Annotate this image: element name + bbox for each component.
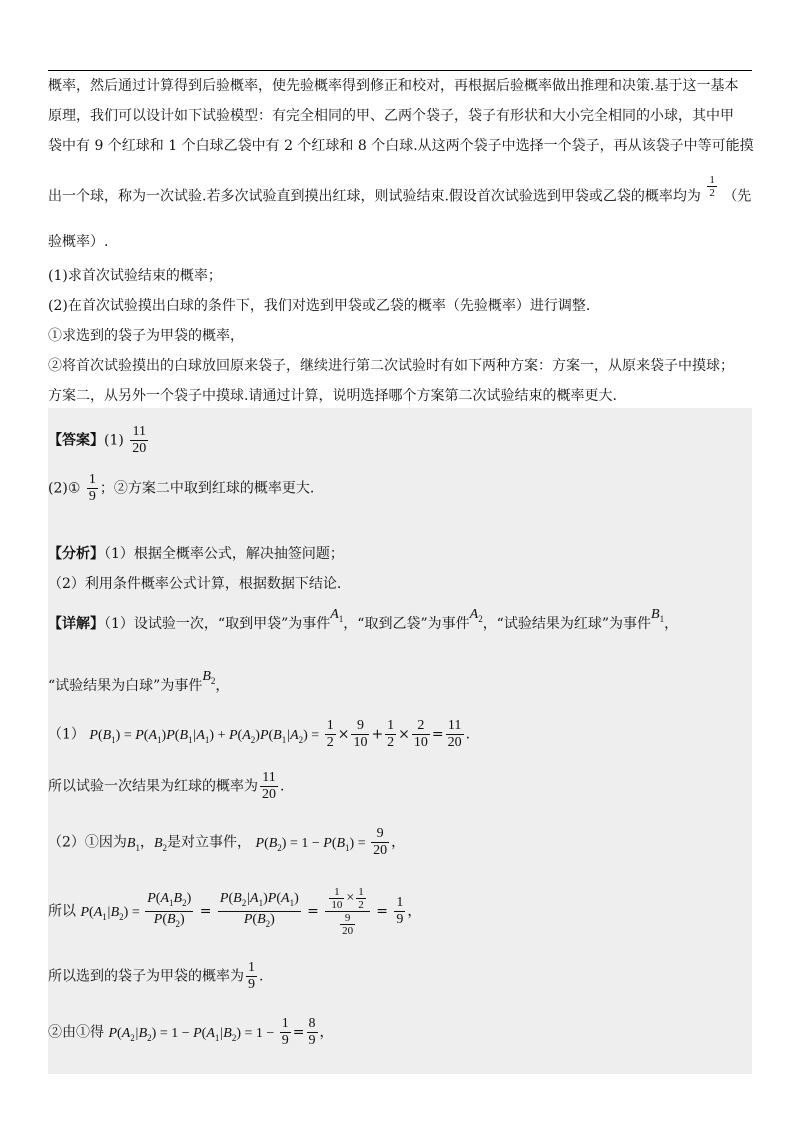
detail-label: 【详解】 (48, 616, 104, 632)
detail-line-7: ②由①得 $P(A_2|B_2) = 1 - P(A_1|B_2) = 1$ − $\frac{1}{9}$ = $\frac{8}{9}$ ， (48, 1016, 334, 1048)
analysis-label: 【分析】 (48, 546, 104, 562)
analysis-line-2: （2）利用条件概率公式计算，根据数据下结论. (48, 576, 342, 592)
equation-total-probability: （1） $P(B_1) = P(A_1)P(B_1|A_1) + P(A_2)P(B_1|A_2)$ = $\frac{1}{2}$ × $\frac{9}{10}$ + $\frac{1}{2}$ × $\frac{2}{10}$ = $\frac{11}{20}$ . (48, 718, 471, 750)
answer-line-1: 【答案】(1) $\frac{11}{20}$ (48, 424, 147, 456)
analysis-line-1: 【分析】（1）根据全概率公式，解决抽签问题； (48, 546, 344, 562)
answer-line-2: (2)① $\frac{1}{9}$ ；②方案二中取到红球的概率更大. (48, 472, 315, 504)
problem-line-4 (48, 174, 752, 209)
answer-label: 【答案】 (48, 432, 104, 449)
problem-line-4-text: 出一个球，称为一次试验.若多次试验直到摸出红球，则试验结束.假设首次试验选到甲袋或乙袋的概率均为 (48, 188, 701, 205)
problem-line-2: 原理，我们可以设计如下试验模型：有完全相同的甲、乙两个袋子，袋子有形状和大小完全相同的小球，其中甲 (48, 108, 734, 124)
answer-1-fraction: $\frac{11}{20}$ (132, 424, 147, 456)
question-2-part-1: ①求选到的袋子为甲袋的概率， (48, 328, 244, 344)
question-2-part-2a: ②将首次试验摸出的白球放回原来袋子，继续进行第二次试验时有如下两种方案：方案一，从原来袋子中摸球； (48, 358, 734, 374)
detail-line-2: “试验结果为白球”为事件$B_2$， (48, 669, 230, 694)
detail-line-3: 所以试验一次结果为红球的概率为 $\frac{11}{20}$ . (48, 770, 285, 802)
problem-line-4-tail: （先 (723, 188, 752, 205)
prior-fraction: $\frac{1}{2}$ (709, 174, 715, 199)
problem-line-1: 概率，然后通过计算得到后验概率，使先验概率得到修正和校对，再根据后验概率做出推理和决策.基于这一基本 (48, 78, 739, 94)
detail-line-6: 所以选到的袋子为甲袋的概率为 $\frac{1}{9}$ . (48, 960, 264, 992)
header-rule (48, 70, 752, 71)
question-2-part-2b: 方案二，从另外一个袋子中摸球.请通过计算，说明选择哪个方案第二次试验结束的概率更大. (48, 388, 617, 404)
question-1: (1)求首次试验结束的概率； (48, 268, 222, 284)
detail-line-4: （2）①因为$B_1$，$B_2$是对立事件， $P(B_2) = 1 - P(B_1)$ = $\frac{9}{20}$ ， (48, 826, 406, 858)
answer-2-fraction: $\frac{1}{9}$ (88, 472, 96, 504)
detail-line-5: 所以 $P(A_1|B_2)$ = $\frac{P(A_1B_2)}{P(B_2)}$ = $\frac{P(B_2|A_1)P(A_1)}{P(B_2)}$ = $\frac{1}{10}$ × $\frac{1}{2}$ $\frac{9}{20}$ = $\frac{1}{9}$ ， (48, 886, 422, 937)
detail-line-1: 【详解】（1）设试验一次，“取到甲袋”为事件$A_1$，“取到乙袋”为事件$A_2$，“试验结果为红球”为事件$B_1$， (48, 607, 679, 632)
problem-line-3: 袋中有 9 个红球和 1 个白球乙袋中有 2 个红球和 8 个白球.从这两个袋子中选择一个袋子，再从该袋子中等可能摸 (48, 138, 754, 154)
compound-fraction: $\frac{1}{10}$ × $\frac{1}{2}$ $\frac{9}{20}$ (325, 886, 369, 937)
question-2: (2)在首次试验摸出白球的条件下，我们对选到甲袋或乙袋的概率（先验概率）进行调整. (48, 298, 591, 314)
problem-line-5: 验概率）. (48, 234, 109, 250)
